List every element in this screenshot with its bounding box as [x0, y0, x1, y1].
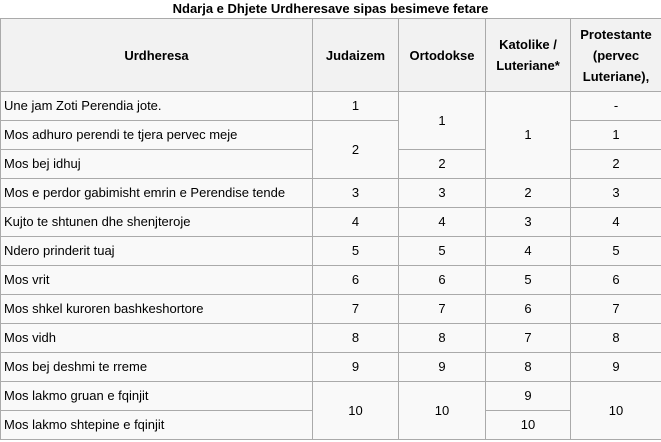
header-ortodokse: Ortodokse — [399, 19, 486, 92]
table-row — [1, 208, 661, 237]
commandment-name: Mos adhuro perendi te tjera pervec meje — [1, 121, 313, 150]
judaizem-number: 2 — [313, 121, 399, 179]
commandments-table — [0, 18, 661, 440]
header-protestante: Protestante (pervec Luteriane), — [571, 19, 661, 92]
katolike-number: 7 — [486, 324, 571, 353]
table-row — [1, 266, 661, 295]
ortodokse-number: 2 — [399, 150, 486, 179]
judaizem-number: 8 — [313, 324, 399, 353]
protestante-number: 4 — [571, 208, 661, 237]
judaizem-number: 6 — [313, 266, 399, 295]
ortodokse-number: 4 — [399, 208, 486, 237]
table-row — [1, 295, 661, 324]
judaizem-number: 9 — [313, 353, 399, 382]
commandment-name: Une jam Zoti Perendia jote. — [1, 92, 313, 121]
table-row — [1, 237, 661, 266]
commandment-name: Mos bej idhuj — [1, 150, 313, 179]
protestante-number: 10 — [571, 382, 661, 440]
protestante-number: 9 — [571, 353, 661, 382]
commandment-name: Mos lakmo shtepine e fqinjit — [1, 411, 313, 440]
header-judaizem: Judaizem — [313, 19, 399, 92]
table-caption: Ndarja e Dhjete Urdheresave sipas besimeve fetare — [172, 1, 489, 16]
table-row — [1, 324, 661, 353]
katolike-number: 5 — [486, 266, 571, 295]
protestante-number: 2 — [571, 150, 661, 179]
protestante-number: 1 — [571, 121, 661, 150]
ortodokse-number: 5 — [399, 237, 486, 266]
protestante-number: 3 — [571, 179, 661, 208]
header-row — [1, 19, 661, 92]
commandment-name: Mos lakmo gruan e fqinjit — [1, 382, 313, 411]
ortodokse-number: 8 — [399, 324, 486, 353]
commandment-name: Mos vrit — [1, 266, 313, 295]
judaizem-number: 7 — [313, 295, 399, 324]
header-urdheresa: Urdheresa — [1, 19, 313, 92]
commandment-name: Mos vidh — [1, 324, 313, 353]
commandment-name: Mos bej deshmi te rreme — [1, 353, 313, 382]
protestante-number: - — [571, 92, 661, 121]
table-row — [1, 92, 661, 121]
protestante-number: 7 — [571, 295, 661, 324]
katolike-number: 9 — [486, 382, 571, 411]
ortodokse-number: 6 — [399, 266, 486, 295]
judaizem-number: 5 — [313, 237, 399, 266]
katolike-number: 10 — [486, 411, 571, 440]
protestante-number: 8 — [571, 324, 661, 353]
judaizem-number: 10 — [313, 382, 399, 440]
header-katolike: Katolike / Luteriane* — [486, 19, 571, 92]
ortodokse-number: 10 — [399, 382, 486, 440]
commandment-name: Mos e perdor gabimisht emrin e Perendise tende — [1, 179, 313, 208]
katolike-number: 3 — [486, 208, 571, 237]
ortodokse-number: 3 — [399, 179, 486, 208]
katolike-number: 8 — [486, 353, 571, 382]
table-row — [1, 179, 661, 208]
judaizem-number: 3 — [313, 179, 399, 208]
katolike-number: 1 — [486, 92, 571, 179]
ortodokse-number: 7 — [399, 295, 486, 324]
katolike-number: 4 — [486, 237, 571, 266]
table-row — [1, 382, 661, 411]
commandment-name: Kujto te shtunen dhe shenjteroje — [1, 208, 313, 237]
katolike-number: 2 — [486, 179, 571, 208]
judaizem-number: 4 — [313, 208, 399, 237]
commandment-name: Ndero prinderit tuaj — [1, 237, 313, 266]
table-row — [1, 353, 661, 382]
protestante-number: 5 — [571, 237, 661, 266]
protestante-number: 6 — [571, 266, 661, 295]
judaizem-number: 1 — [313, 92, 399, 121]
katolike-number: 6 — [486, 295, 571, 324]
ortodokse-number: 1 — [399, 92, 486, 150]
commandment-name: Mos shkel kuroren bashkeshortore — [1, 295, 313, 324]
ortodokse-number: 9 — [399, 353, 486, 382]
